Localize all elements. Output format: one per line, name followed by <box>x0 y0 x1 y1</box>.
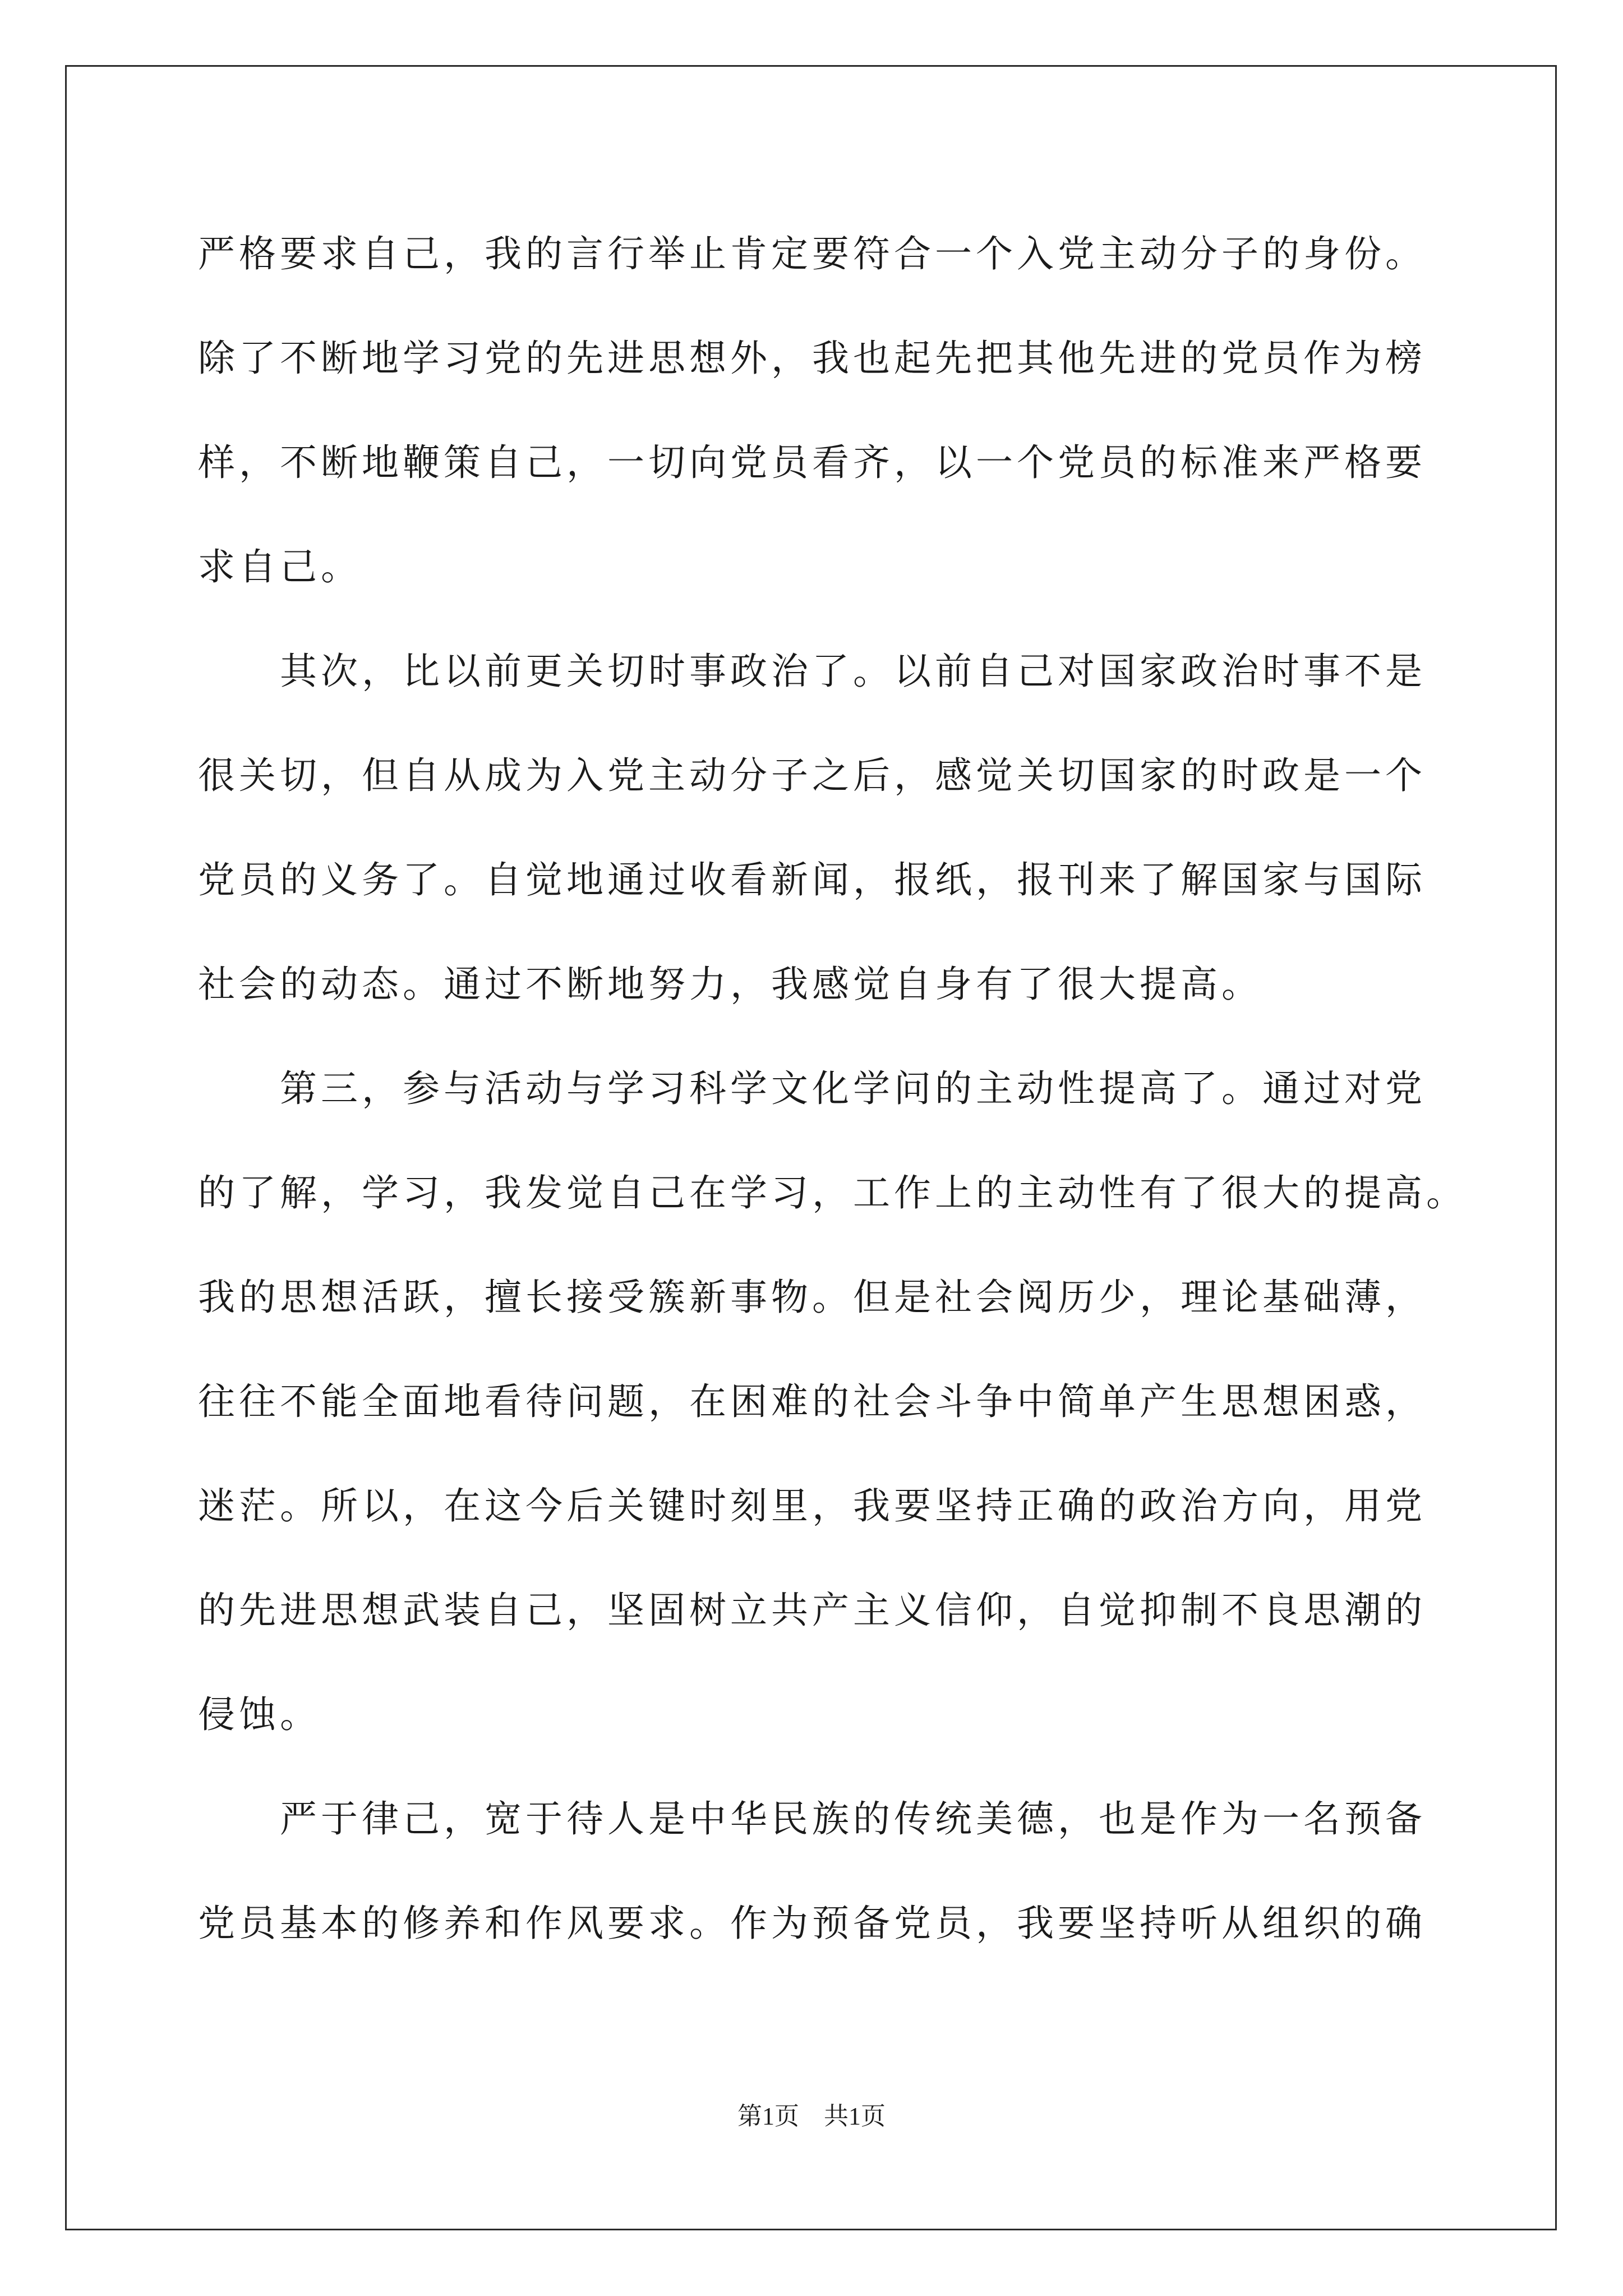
text-line: 样，不断地鞭策自己，一切向党员看齐，以一个党员的标准来严格要 <box>198 441 1426 484</box>
text-line: 求自己。 <box>198 545 362 588</box>
text-line: 社会的动态。通过不断地努力，我感觉自身有了很大提高。 <box>198 963 1262 1006</box>
text-line: 的先进思想武装自己，坚固树立共产主义信仰，自觉抑制不良思潮的 <box>198 1589 1426 1632</box>
page-number-footer: 第1页 共1页 <box>737 2102 886 2130</box>
text-line: 党员的义务了。自觉地通过收看新闻，报纸，报刊来了解国家与国际 <box>198 858 1426 901</box>
text-line: 严格要求自己，我的言行举止肯定要符合一个入党主动分子的身份。 <box>198 232 1426 275</box>
text-line: 迷茫。所以，在这今后关键时刻里，我要坚持正确的政治方向，用党 <box>198 1484 1426 1527</box>
paragraph-start-line: 第三，参与活动与学习科学文化学问的主动性提高了。通过对党 <box>280 1067 1426 1110</box>
text-line: 往往不能全面地看待问题，在困难的社会斗争中简单产生思想困惑， <box>198 1380 1426 1423</box>
paragraph-start-line: 其次，比以前更关切时事政治了。以前自己对国家政治时事不是 <box>280 650 1426 693</box>
text-line: 党员基本的修养和作风要求。作为预备党员，我要坚持听从组织的确 <box>198 1902 1426 1945</box>
paragraph-start-line: 严于律己，宽于待人是中华民族的传统美德，也是作为一名预备 <box>280 1797 1426 1841</box>
text-line: 很关切，但自从成为入党主动分子之后，感觉关切国家的时政是一个 <box>198 754 1426 797</box>
document-body <box>198 202 1467 1976</box>
text-line: 除了不断地学习党的先进思想外，我也起先把其他先进的党员作为榜 <box>198 337 1426 380</box>
text-line: 侵蚀。 <box>198 1693 321 1736</box>
text-line: 我的思想活跃，擅长接受簇新事物。但是社会阅历少，理论基础薄， <box>198 1276 1426 1319</box>
text-line: 的了解，学习，我发觉自己在学习，工作上的主动性有了很大的提高。 <box>198 1171 1467 1214</box>
